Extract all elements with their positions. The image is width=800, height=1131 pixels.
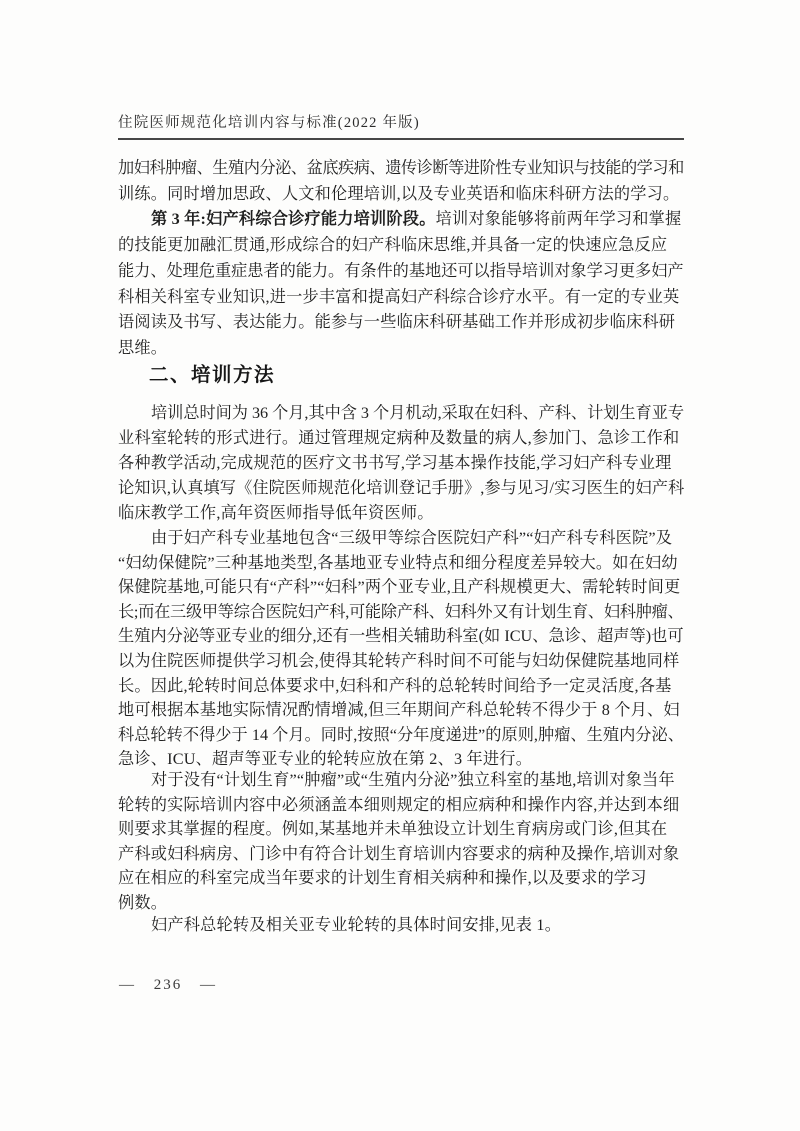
- text-line: 则要求其掌握的程度。例如,某基地并未单独设立计划生育病房或门诊,但其在: [118, 820, 668, 839]
- text-line: 例数。: [118, 893, 168, 912]
- text-line: 科相关科室专业知识,进一步丰富和提高妇产科综合诊疗水平。有一定的专业英: [118, 287, 680, 306]
- text-line: 生殖内分泌等亚专业的细分,还有一些相关辅助科室(如 ICU、急诊、超声等)也可: [118, 627, 684, 646]
- paragraph-training-method: [118, 401, 684, 526]
- paragraph-base-types: [118, 526, 684, 772]
- text-line: 产科或妇科病房、门诊中有符合计划生育培训内容要求的病种及操作,培训对象: [118, 844, 680, 863]
- text-line: 由于妇产科专业基地包含“三级甲等综合医院妇产科”“妇产科专科医院”及: [151, 529, 673, 547]
- text-line: 对于没有“计划生育”“肿瘤”或“生殖内分泌”独立科室的基地,培训对象当年: [151, 771, 675, 789]
- paragraph-table-reference: [118, 913, 684, 938]
- text-line: 长;而在三级甲等综合医院妇产科,可能除产科、妇科外又有计划生育、妇科肿瘤、: [118, 602, 684, 621]
- header-rule: [118, 138, 684, 140]
- section-heading-training-methods: 二、培训方法: [149, 365, 276, 386]
- text-line: 临床教学工作,高年资医师指导低年资医师。: [118, 504, 434, 522]
- body-block-top: [118, 156, 684, 362]
- text-line: 轮转的实际培训内容中必须涵盖本细则规定的相应病种和操作内容,并达到本细: [118, 795, 680, 814]
- year3-stage-lead-rest: 培训对象能够将前两年学习和掌握: [435, 210, 682, 229]
- text-line: 论知识,认真填写《住院医师规范化培训登记手册》,参与见习/实习医生的妇产科: [118, 479, 685, 497]
- year3-stage-bold-lead: 第 3 年:妇产科综合诊疗能力培训阶段。: [151, 210, 436, 229]
- text-line: 语阅读及书写、表达能力。能参与一些临床科研基础工作并形成初步临床科研: [118, 313, 676, 332]
- text-line: “妇幼保健院”三种基地类型,各基地亚专业特点和细分程度差异较大。如在妇幼: [118, 553, 678, 572]
- text-line: 以为住院医师提供学习机会,使得其轮转产科时间不可能与妇幼保健院基地同样: [118, 651, 680, 670]
- text-line: 科总轮转不得少于 14 个月。同时,按照“分年度递进”的原则,肿瘤、生殖内分泌、: [118, 725, 684, 744]
- text-line: 的技能更加融汇贯通,形成综合的妇产科临床思维,并具备一定的快速应急反应: [118, 236, 668, 255]
- text-line: 能力、处理危重症患者的能力。有条件的基地还可以指导培训对象学习更多妇产: [118, 261, 684, 280]
- text-line: 保健院基地,可能只有“产科”“妇科”两个亚专业,且产科规模更大、需轮转时间更: [118, 578, 681, 597]
- text-line: 地可根据本基地实际情况酌情增减,但三年期间产科总轮转不得少于 8 个月、妇: [118, 701, 680, 720]
- running-header-title: 住院医师规范化培训内容与标准(2022 年版): [118, 115, 420, 131]
- text-line: 思维。: [118, 338, 168, 357]
- text-line: [118, 207, 684, 233]
- text-line: 培训总时间为 36 个月,其中含 3 个月机动,采取在妇科、产科、计划生育亚专: [151, 404, 685, 422]
- text-line: 加妇科肿瘤、生殖内分泌、盆底疾病、遗传诊断等进阶性专业知识与技能的学习和: [118, 159, 684, 177]
- text-line: 长。因此,轮转时间总体要求中,妇科和产科的总轮转时间给予一定灵活度,各基: [118, 676, 672, 695]
- text-line: 各种教学活动,完成规范的医疗文书书写,学习基本操作技能,学习妇产科专业理: [118, 454, 672, 472]
- text-line: 急诊、ICU、超声等亚专业的轮转应放在第 2、3 年进行。: [118, 750, 533, 769]
- paragraph-year3-stage: [118, 207, 684, 361]
- text-line: 应在相应的科室完成当年要求的计划生育相关病种和操作,以及要求的学习: [118, 869, 647, 888]
- text-line: 训练。同时增加思政、人文和伦理培训,以及专业英语和临床科研方法的学习。: [118, 184, 680, 203]
- text-line: 妇产科总轮转及相关亚专业轮转的具体时间安排,见表 1。: [151, 916, 562, 934]
- paragraph-no-independent-department: [118, 768, 684, 916]
- page-number: — 236 —: [119, 977, 217, 993]
- paragraph-continued-from-previous-page: [118, 156, 684, 207]
- text-line: 业科室轮转的形式进行。通过管理规定病种及数量的病人,参加门、急诊工作和: [118, 429, 680, 447]
